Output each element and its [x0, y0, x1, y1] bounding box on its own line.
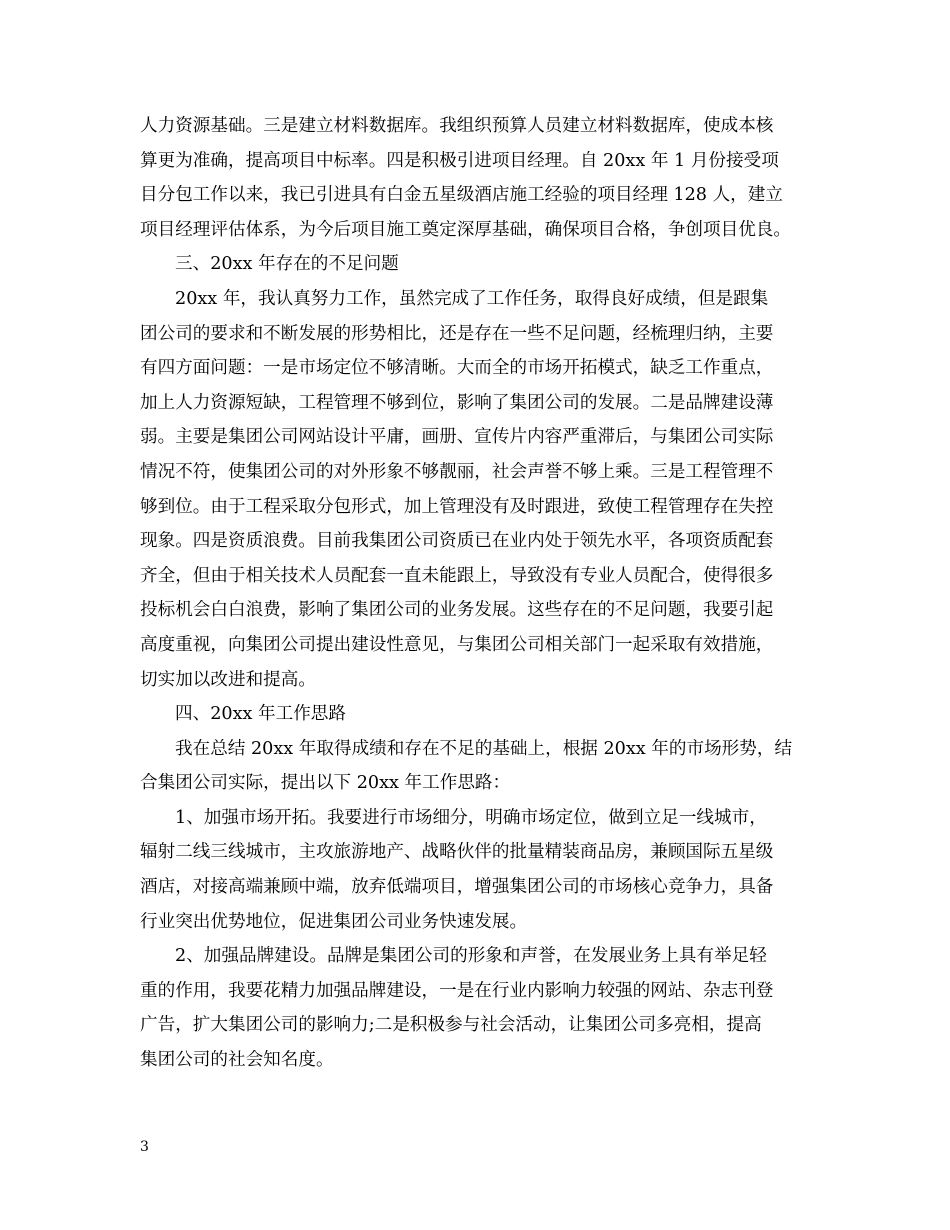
- text-line: 合集团公司实际，提出以下 20xx 年工作思路：: [140, 773, 511, 794]
- text-line: 投标机会白白浪费，影响了集团公司的业务发展。这些存在的不足问题，我要引起: [140, 600, 774, 621]
- text-line: 人力资源基础。三是建立材料数据库。我组织预算人员建立材料数据库，使成本核: [140, 116, 774, 136]
- page-number: 3: [140, 1139, 149, 1155]
- text-line: 四、20xx 年工作思路: [175, 704, 346, 725]
- text-line: 重的作用，我要花精力加强品牌建设，一是在行业内影响力较强的网站、杂志刊登: [140, 980, 774, 1001]
- text-line: 切实加以改进和提高。: [140, 669, 316, 690]
- text-line: 够到位。由于工程采取分包形式，加上管理没有及时跟进，致使工程管理存在失控: [140, 496, 774, 517]
- text-line: 目分包工作以来，我已引进具有白金五星级酒店施工经验的项目经理 128 人，建立: [140, 185, 783, 206]
- text-line: 高度重视，向集团公司提出建设性意见，与集团公司相关部门一起采取有效措施，: [140, 634, 774, 655]
- text-line: 辐射二线三线城市，主攻旅游地产、战略伙伴的批量精装商品房，兼顾国际五星级: [140, 842, 774, 863]
- text-line: 20xx 年，我认真努力工作，虽然完成了工作任务，取得良好成绩，但是跟集: [175, 288, 769, 309]
- text-line: 加上人力资源短缺，工程管理不够到位，影响了集团公司的发展。二是品牌建设薄: [140, 392, 774, 413]
- text-line: 1、加强市场开拓。我要进行市场细分，明确市场定位，做到立足一线城市，: [175, 807, 767, 828]
- text-line: 算更为准确，提高项目中标率。四是积极引进项目经理。自 20xx 年 1 月份接受项: [140, 150, 779, 171]
- text-line: 2、加强品牌建设。品牌是集团公司的形象和声誉，在发展业务上具有举足轻: [175, 946, 767, 967]
- text-line: 项目经理评估体系，为今后项目施工奠定深厚基础，确保项目合格，争创项目优良。: [140, 219, 791, 240]
- document-body: [140, 109, 812, 1078]
- text-line: 现象。四是资质浪费。目前我集团公司资质已在业内处于领先水平，各项资质配套: [140, 531, 774, 552]
- text-line: 酒店，对接高端兼顾中端，放弃低端项目，增强集团公司的市场核心竞争力，具备: [140, 877, 774, 898]
- text-line: 三、20xx 年存在的不足问题: [175, 254, 399, 275]
- text-line: 集团公司的社会知名度。: [140, 1050, 334, 1071]
- text-line: 情况不符，使集团公司的对外形象不够靓丽，社会声誉不够上乘。三是工程管理不: [140, 461, 774, 482]
- text-line: 广告，扩大集团公司的影响力;二是积极参与社会活动，让集团公司多亮相，提高: [140, 1015, 762, 1036]
- text-line: 团公司的要求和不断发展的形势相比，还是存在一些不足问题，经梳理归纳，主要: [140, 323, 774, 344]
- text-line: 行业突出优势地位，促进集团公司业务快速发展。: [140, 911, 528, 932]
- text-line: 齐全，但由于相关技术人员配套一直未能跟上，导致没有专业人员配合，使得很多: [140, 565, 774, 586]
- text-line: 我在总结 20xx 年取得成绩和存在不足的基础上，根据 20xx 年的市场形势，结: [175, 738, 793, 759]
- text-line: 有四方面问题：一是市场定位不够清晰。大而全的市场开拓模式，缺乏工作重点，: [140, 358, 774, 379]
- text-line: 弱。主要是集团公司网站设计平庸，画册、宣传片内容严重滞后，与集团公司实际: [140, 427, 774, 448]
